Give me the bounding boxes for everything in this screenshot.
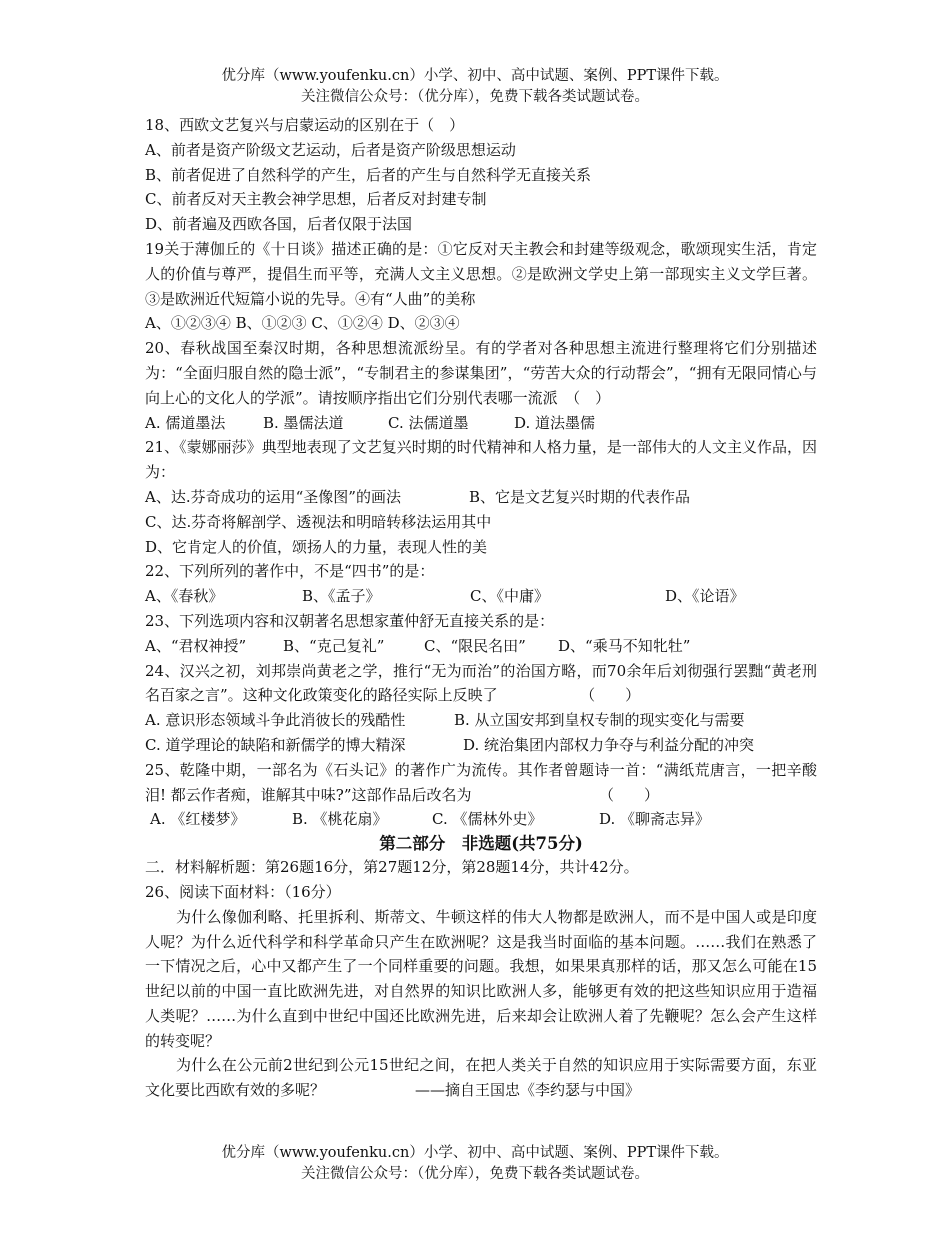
page-header: [0, 66, 950, 108]
question-20: [145, 336, 817, 435]
header-line-1: 优分库（www.youfenku.cn）小学、初中、高中试题、案例、PPT课件下载。: [221, 68, 729, 84]
option-a: A. 《红楼梦》: [150, 810, 246, 829]
options-line: A、①②③④ B、①②③ C、①②④ D、②③④: [145, 314, 460, 333]
option-c: C. 道学理论的缺陷和新儒学的博大精深: [145, 735, 406, 754]
question-stem: 23、下列选项内容和汉朝著名思想家董仲舒无直接关系的是：: [145, 611, 555, 630]
option-b: B、它是文艺复兴时期的代表作品: [469, 487, 691, 506]
footer-line-1: 优分库（www.youfenku.cn）小学、初中、高中试题、案例、PPT课件下载。: [221, 1145, 729, 1161]
question-stem: 20、春秋战国至秦汉时期，各种思想流派纷呈。有的学者对各种思想主流进行整理将它们分别描述为：“全面归服自然的隐士派”，“专制君主的参谋集团”，“劳苦大众的行动帮会”，“拥有无限同情心与向上心的文化人的学派”。请按顺序指出它们分别代表哪一流派 （ ）: [145, 339, 817, 407]
options-line: [145, 708, 817, 733]
options-line: [145, 733, 817, 758]
option-a: A、“君权神授”: [145, 636, 247, 655]
document-body: [145, 113, 817, 1103]
options-line: [145, 411, 817, 436]
option-a: A、《春秋》: [145, 587, 224, 606]
option-d: D、前者遍及西欧各国，后者仅限于法国: [145, 215, 413, 234]
option-b: B. 从立国安邦到皇权专制的现实变化与需要: [454, 711, 745, 730]
question-stem: 26、阅读下面材料：（16分）: [145, 882, 341, 901]
option-c: C、《中庸》: [470, 587, 549, 606]
option-d: D. 统治集团内部权力争夺与利益分配的冲突: [463, 735, 755, 754]
options-line: [145, 485, 817, 510]
question-stem: 25、乾隆中期，一部名为《石头记》的著作广为流传。其作者曾题诗一首：“满纸荒唐言，一把辛酸泪! 都云作者痴，谁解其中味?”这部作品后改名为 （ ）: [145, 760, 817, 804]
question-stem: 18、西欧文艺复兴与启蒙运动的区别在于（ ）: [145, 116, 465, 134]
option-d: D、《论语》: [665, 587, 745, 606]
options-line: [145, 807, 817, 832]
option-b: B. 《桃花扇》: [292, 810, 388, 829]
option-c: C. 《儒林外史》: [432, 810, 543, 829]
option-b: B. 墨儒法道: [263, 413, 344, 432]
option-b: B、“克己复礼”: [283, 636, 385, 655]
footer-line-2: 关注微信公众号：（优分库），免费下载各类试题试卷。: [301, 1166, 649, 1182]
question-19: [145, 237, 817, 336]
option-b: B、《孟子》: [302, 587, 381, 606]
option-c: C. 法儒道墨: [388, 413, 469, 432]
option-c: C、前者反对天主教会神学思想，后者反对封建专制: [145, 190, 487, 209]
question-stem: 21、《蒙娜丽莎》典型地表现了文艺复兴时期的时代精神和人格力量，是一部伟大的人文主义作品，因为：: [145, 438, 817, 482]
option-d: D、它肯定人的价值，颂扬人的力量，表现人性的美: [145, 537, 488, 556]
question-22: [145, 559, 817, 609]
question-18: [145, 113, 817, 237]
question-stem: 19关于薄伽丘的《十日谈》描述正确的是：①它反对天主教会和封建等级观念，歌颂现实生活，肯定人的价值与尊严，提倡生而平等，充满人文主义思想。②是欧洲文学史上第一部现实主义文学巨著。③是欧洲近代短篇小说的先导。④有“人曲”的美称: [145, 239, 817, 308]
option-c: C、达.芬奇将解剖学、透视法和明暗转移法运用其中: [145, 512, 492, 531]
option-d: D. 《聊斋志异》: [599, 810, 711, 829]
part-2-title: 第二部分 非选题(共75分): [379, 834, 583, 854]
option-d: D. 道法墨儒: [514, 413, 596, 432]
material-paragraph-2: 为什么在公元前2世纪到公元15世纪之间，在把人类关于自然的知识应用于实际需要方面，东亚文化要比西欧有效的多呢？ ——摘自王国忠《李约瑟与中国》: [145, 1056, 817, 1100]
question-21: [145, 435, 817, 559]
header-line-2: 关注微信公众号：（优分库），免费下载各类试题试卷。: [301, 89, 649, 105]
material-paragraph-1: 为什么像伽利略、托里拆利、斯蒂文、牛顿这样的伟大人物都是欧洲人，而不是中国人或是印度人呢？为什么近代科学和科学革命只产生在欧洲呢？这是我当时面临的基本问题。……我们在熟悉了一下情况之后，心中又都产生了一个同样重要的问题。我想，如果果真那样的话，那又怎么可能在15世纪以前的中国一直比欧洲先进，对自然界的知识比欧洲人多，能够更有效的把这些知识应用于造福人类呢？……为什么直到中世纪中国还比欧洲先进，后来却会让欧洲人着了先鞭呢？怎么会产生这样的转变呢？: [145, 907, 817, 1050]
question-26: [145, 880, 817, 1103]
option-a: A. 意识形态领域斗争此消彼长的残酷性: [145, 711, 406, 730]
question-25: [145, 758, 817, 832]
page-footer: [0, 1143, 950, 1185]
option-d: D、“乘马不知牝牡”: [558, 636, 691, 655]
option-a: A、达.芬奇成功的运用“圣像图”的画法: [145, 487, 401, 506]
question-stem: 24、汉兴之初，刘邦崇尚黄老之学，推行“无为而治”的治国方略，而70余年后刘彻强行罢黜“黄老刑名百家之言”。这种文化政策变化的路径实际上反映了 （ ）: [145, 661, 817, 705]
option-c: C、“限民名田”: [424, 636, 526, 655]
option-b: B、前者促进了自然科学的产生，后者的产生与自然科学无直接关系: [145, 165, 592, 184]
question-stem: 22、下列所列的著作中，不是“四书”的是：: [145, 562, 435, 581]
option-a: A. 儒道墨法: [145, 413, 226, 432]
options-line: [145, 584, 817, 609]
part-2-intro: 二．材料解析题：第26题16分，第27题12分，第28题14分，共计42分。: [145, 858, 639, 877]
question-24: [145, 659, 817, 758]
question-23: [145, 609, 817, 659]
option-a: A、前者是资产阶级文艺运动，后者是资产阶级思想运动: [145, 140, 516, 159]
options-line: [145, 634, 817, 659]
